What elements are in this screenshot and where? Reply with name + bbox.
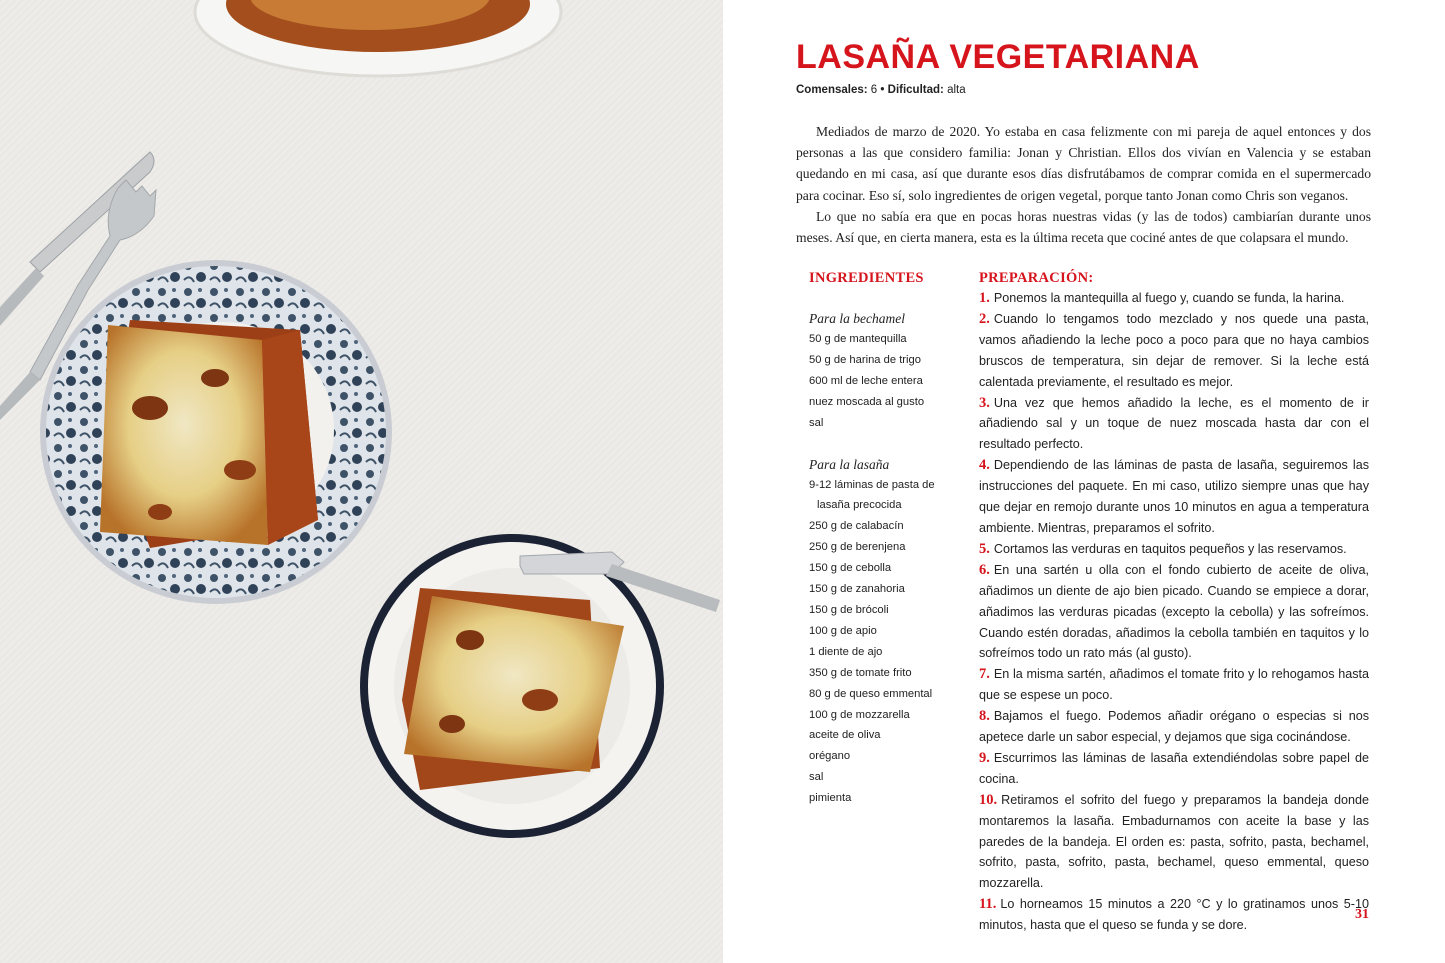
preparation-step [979,790,1369,895]
ingredient-item: 100 g de mozzarella [809,708,910,721]
preparation-step [979,455,1369,539]
step-text: Una vez que hemos añadido la leche, es el momento de ir añadiendo sal y un toque de nuez moscada hasta dar con el resultado perfecto. [979,395,1369,452]
preparation-step [979,309,1369,393]
ingredient-item: 1 diente de ajo [809,645,883,658]
page-number: 31 [1355,907,1369,922]
ingredient-item: sal [809,771,824,784]
lasagna-slice [402,588,624,790]
ingredient-item: 250 g de berenjena [809,541,906,554]
step-text: Lo horneamos 15 minutos a 220 °C y lo gratinamos unos 5-10 minutos, hasta que el queso se funda y se dore. [979,897,1369,933]
difficulty-value: alta [947,84,966,96]
ingredient-item: sal [809,416,824,429]
preparation-step [979,706,1369,748]
step-text: En la misma sartén, añadimos el tomate frito y lo rehogamos hasta que se espese un poco. [979,667,1369,703]
recipe-title: LASAÑA VEGETARIANA [796,38,1200,76]
ingredient-item: pimienta [809,792,852,805]
preparation-step [979,664,1369,706]
ingredient-item: orégano [809,750,851,763]
ingredient-group-title: Para la lasaña [809,456,890,472]
ingredient-item: nuez moscada al gusto [809,395,925,408]
meta-separator: • [880,84,885,96]
ingredient-item: 100 g de apio [809,624,877,637]
step-text: Ponemos la mantequilla al fuego y, cuando se funda, la harina. [993,291,1345,305]
ingredient-item: 250 g de calabacín [809,520,904,533]
ingredient-list [809,329,969,434]
ingredients-heading: INGREDIENTES [809,270,924,286]
step-text: Bajamos el fuego. Podemos añadir orégano o especias si nos apetece darle un sabor especial, y dejamos que siga cocinándose. [979,709,1369,745]
ingredient-item: 150 g de brócoli [809,603,889,616]
ingredients-column [809,266,969,809]
preparation-column [979,266,1369,936]
preparation-steps [979,288,1369,936]
intro-paragraph: Mediados de marzo de 2020. Yo estaba en casa felizmente con mi pareja de aquel entonces y dos personas a las que considero familia: Jonan y Christian. Ellos dos vivían en Valencia y se estaban quedando en mi casa, así que durante esos días disfrutábamos de comprar comida en el supermercado para cocinar. Eso sí, solo ingredientes de origen vegetal, porque tanto Jonan como Chris son veganos. [796,124,1371,203]
step-number: 5. [979,540,990,557]
preparation-step [979,539,1369,560]
ingredient-item: 50 g de mantequilla [809,333,907,345]
ingredient-item: 600 ml de leche entera [809,374,923,387]
ingredient-item: aceite de oliva [809,729,881,742]
step-text: Dependiendo de las láminas de pasta de lasaña, seguiremos las instrucciones del paquete. En mi caso, utilizo siempre unas que hay que dejar en remojo durante unos 10 minutos en agua a temperatura ambiente. Mientras, preparamos el sofrito. [979,458,1369,535]
serving-dish [195,0,561,76]
step-number: 10. [979,791,998,808]
ingredient-list [809,475,969,810]
step-text: Cortamos las verduras en taquitos pequeños y las reservamos. [993,541,1347,556]
ingredient-group-title: Para la bechamel [809,311,905,326]
step-number: 7. [979,666,990,683]
ingredient-item: 150 g de zanahoria [809,583,905,596]
step-number: 3. [979,394,990,411]
step-number: 4. [979,457,990,474]
recipe-meta [796,84,966,96]
preparation-step [979,560,1369,665]
ingredient-item: 350 g de tomate frito [809,666,912,679]
step-text: Cuando lo tengamos todo mezclado y nos quede una pasta, vamos añadiendo la leche poco a poco para que no haya cambios bruscos de temperatura, sin dejar de remover. Si la leche está calentada previamente, el resultado es mejor. [979,311,1369,389]
step-number: 8. [979,708,990,725]
step-number: 9. [979,749,990,766]
difficulty-label: Dificultad: [887,84,944,96]
step-text: Escurrimos las láminas de lasaña extendiéndolas sobre papel de cocina. [979,750,1369,786]
servings-value: 6 [870,84,878,96]
ingredient-item: lasaña precocida [817,499,902,512]
preparation-step [979,894,1369,936]
preparation-heading: PREPARACIÓN: [979,270,1094,286]
preparation-step [979,393,1369,456]
preparation-step [979,288,1369,309]
intro-text [796,121,1371,248]
preparation-step [979,748,1369,790]
ingredient-item: 80 g de queso emmental [809,687,933,700]
intro-paragraph: Lo que no sabía era que en pocas horas nuestras vidas (y las de todos) cambiarían durante unos meses. Así que, en cierta manera, esta es la última receta que cociné antes de que colapsara el mundo. [796,208,1371,246]
step-number: 2. [979,310,990,327]
step-number: 11. [979,896,997,913]
ingredient-item: 50 g de harina de trigo [809,353,921,366]
step-text: Retiramos el sofrito del fuego y preparamos la bandeja donde montaremos la lasaña. Embadurnamos con aceite la base y las paredes de la bandeja. El orden es: pasta, sofrito, pasta, bechamel, sofrito, pasta, sofrito, pasta, bechamel, queso emmental, queso mozzarella. [979,792,1369,891]
recipe-page [723,0,1445,963]
lasagna-slice [100,320,318,548]
ingredient-item: 9-12 láminas de pasta de [809,478,935,491]
step-number: 6. [979,561,990,578]
step-text: En una sartén u olla con el fondo cubierto de aceite de oliva, añadimos un diente de ajo bien picado. Cuando se empiece a dorar, añadimos las verduras picadas (excepto la cebolla) y las sofreímos. Cuando estén doradas, añadimos la cebolla también en taquitos y lo sofreímos todo un rato más (al gusto). [979,562,1369,661]
servings-label: Comensales: [796,84,868,96]
ingredient-item: 150 g de cebolla [809,562,892,575]
step-number: 1. [979,290,990,306]
